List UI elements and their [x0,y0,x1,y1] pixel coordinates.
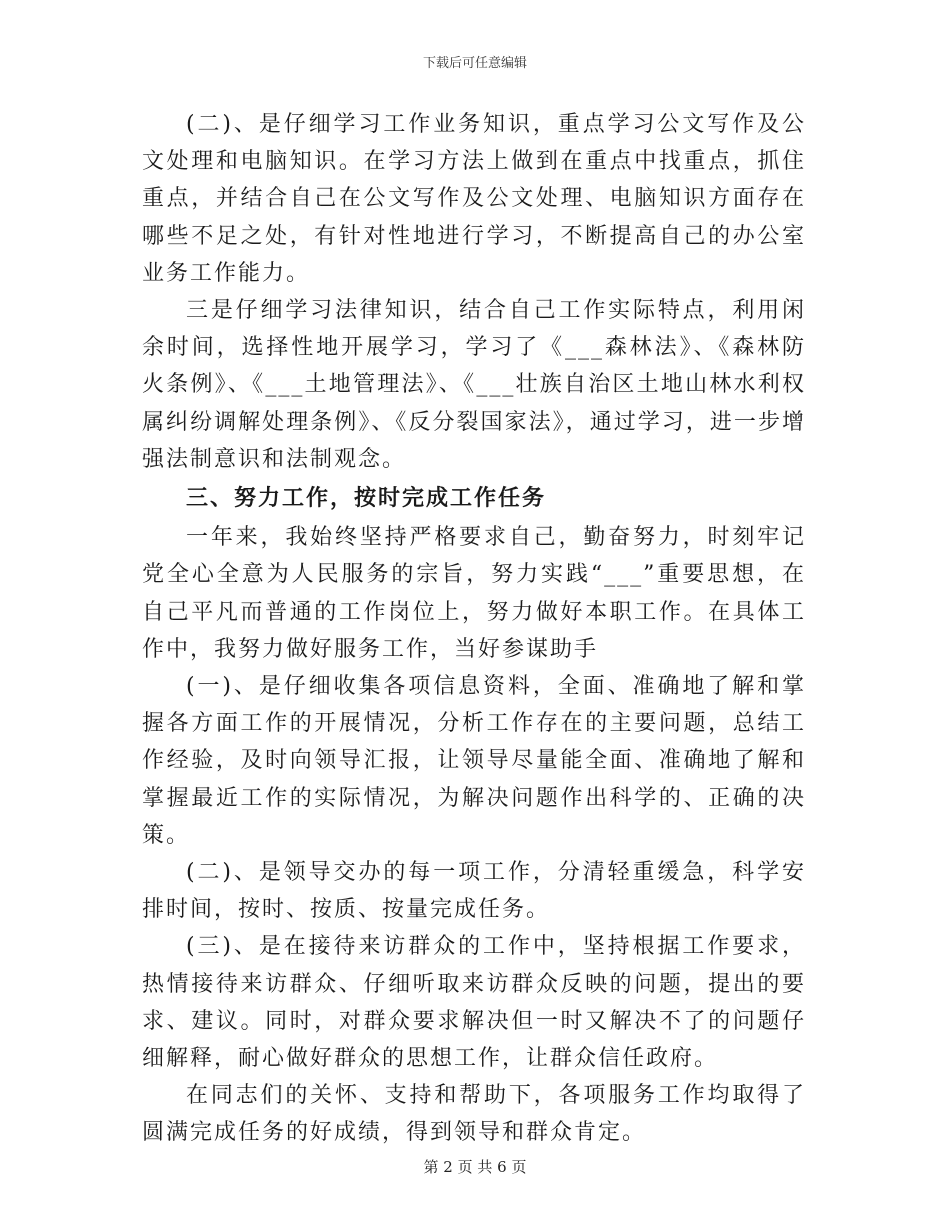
header-note: 下载后可任意编辑 [422,56,527,71]
section-heading: 三、努力工作，按时完成工作任务 [186,485,547,512]
paragraph: (一)、是仔细收集各项信息资料，全面、准确地了解和掌握各方面工作的开展情况，分析工作存在的主要问题，总结工作经验，及时向领导汇报，让领导尽量能全面、准确地了解和掌握最近工作的实际情况，为解决问题作出科学的、正确的决策。 [142,674,806,848]
paragraph: 三是仔细学习法律知识，结合自己工作实际特点，利用闲余时间，选择性地开展学习，学习了《___森林法》、《森林防火条例》、《___土地管理法》、《___壮族自治区土地山林水利权属纠纷调解处理条例》、《反分裂国家法》，通过学习，进一步增强法制意识和法制观念。 [142,298,806,472]
paragraph: 在同志们的关怀、支持和帮助下，各项服务工作均取得了圆满完成任务的好成绩，得到领导和群众肯定。 [142,1083,806,1146]
document-body [142,106,806,1152]
paragraph: (三)、是在接待来访群众的工作中，坚持根据工作要求，热情接待来访群众、仔细听取来访群众反映的问题，提出的要求、建议。同时，对群众要求解决但一时又解决不了的问题仔细解释，耐心做好群众的思想工作，让群众信任政府。 [142,934,806,1072]
paragraph: 一年来，我始终坚持严格要求自己，勤奋努力，时刻牢记党全心全意为人民服务的宗旨，努力实践“___”重要思想，在自己平凡而普通的工作岗位上，努力做好本职工作。在具体工作中，我努力做好服务工作，当好参谋助手 [142,525,806,662]
page-footer: 第 2 页 共 6 页 [423,1158,527,1176]
paragraph: (二)、是仔细学习工作业务知识，重点学习公文写作及公文处理和电脑知识。在学习方法上做到在重点中找重点，抓住重点，并结合自己在公文写作及公文处理、电脑知识方面存在哪些不足之处，有针对性地进行学习，不断提高自己的办公室业务工作能力。 [142,112,806,286]
paragraph: (二)、是领导交办的每一项工作，分清轻重缓急，科学安排时间，按时、按质、按量完成任务。 [142,860,806,923]
